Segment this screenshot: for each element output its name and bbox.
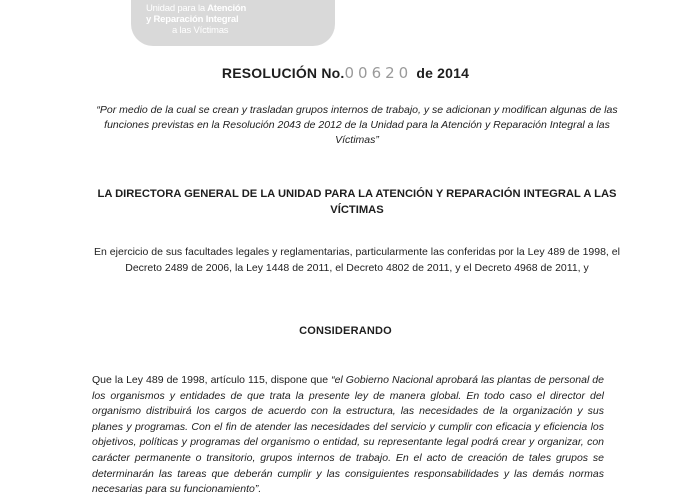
logo-line3: a las Víctimas — [172, 25, 229, 36]
considerando-heading: CONSIDERANDO — [299, 325, 392, 337]
considerando-paragraph — [92, 373, 604, 498]
resolution-prefix: RESOLUCIÓN No. — [221, 65, 345, 81]
resolution-title — [0, 64, 691, 82]
resolution-suffix: de 2014 — [416, 65, 470, 81]
logo-line2: y Reparación Integral — [146, 14, 239, 25]
logo-line1-bold: Atención — [207, 3, 247, 14]
paragraph-quote: “el Gobierno Nacional aprobará las plantas de personal de los organismos y entidades de que trata la presente ley de manera global. En todo caso el director del organismo distribuirá los cargos de acuerdo con la estructura, las necesidades de la organización y sus planes y programas. Con el fin de atender las necesidades del servicio y cumplir con eficacia y eficiencia los objetivos, políticas y programas del organismo o entidad, su representante legal podrá crear y organizar, con carácter permanente o transitorio, grupos internos de trabajo. En el acto de creación de tales grupos se determinarán las tareas que deberán cumplir y las consiguientes responsabilidades y las demás normas necesarias para su funcionamiento”. — [92, 374, 604, 496]
issuing-authority: LA DIRECTORA GENERAL DE LA UNIDAD PARA LA ATENCIÓN Y REPARACIÓN INTEGRAL A LAS VÍCTIMAS — [97, 188, 617, 216]
paragraph-lead: Que la Ley 489 de 1998, artículo 115, dispone que — [92, 374, 329, 386]
resolution-subtitle: “Por medio de la cual se crean y trasladan grupos internos de trabajo, y se adicionan y modifican algunas de las funciones previstas en la Resolución 2043 de 2012 de la Unidad para la Atención y Reparación Integral a las Víctimas” — [96, 104, 618, 146]
unit-logo-text — [146, 3, 246, 36]
resolution-number: 00620 — [344, 64, 413, 82]
legal-powers: En ejercicio de sus facultades legales y reglamentarias, particularmente las conferidas por la Ley 489 de 1998, el Decreto 2489 de 2006, la Ley 1448 de 2011, el Decreto 4802 de 2011, y el Decreto 4968 de 2011, y — [94, 246, 620, 274]
logo-line1: Unidad para la — [146, 3, 205, 14]
